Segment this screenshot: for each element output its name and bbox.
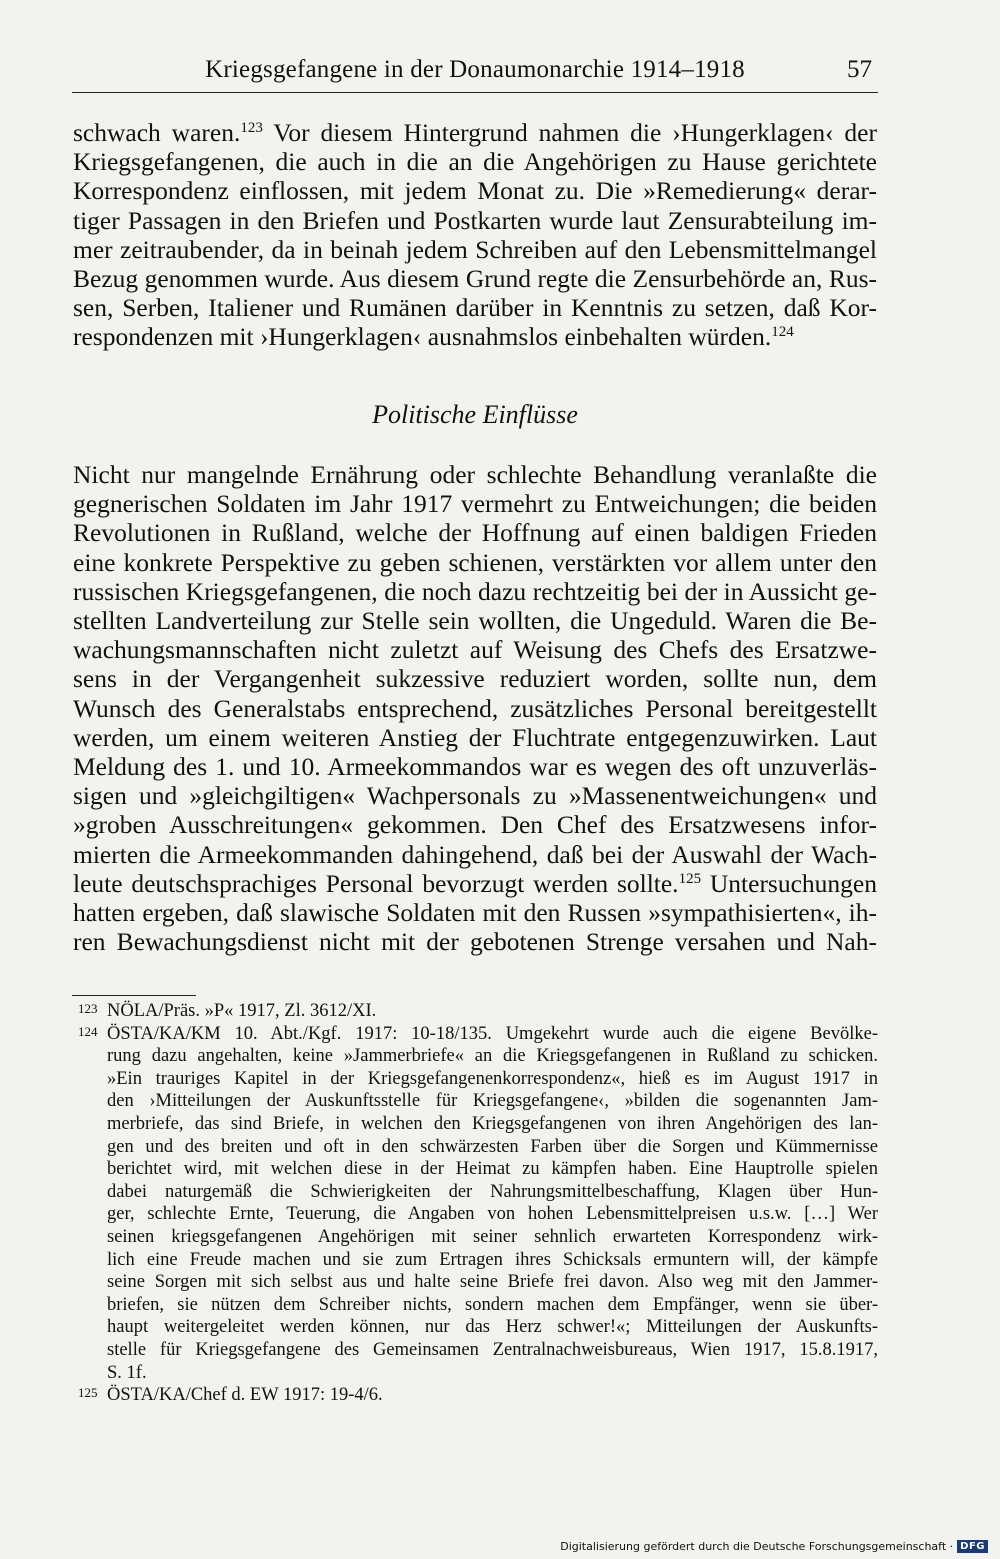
text-line: werden, um einem weiteren Anstieg der Fluchtrate entgegenzuwirken. Laut	[73, 722, 877, 752]
text-line: russischen Kriegsgefangenen, die noch dazu rechtzeitig bei der in Aussicht ge-	[73, 576, 877, 606]
text-line: tiger Passagen in den Briefen und Postkarten wurde laut Zensurabteilung im-	[73, 205, 877, 235]
text-line: hatten ergeben, daß slawische Soldaten mit den Russen »sympathisierten«, ih-	[73, 898, 877, 928]
footnote-line: ger, schlechte Ernte, Teuerung, die Angaben von hohen Lebensmittelpreisen u.s.w. […] Wer	[107, 1204, 878, 1225]
footnotes	[78, 1000, 878, 1407]
text-line: mierten die Armeekommanden dahingehend, daß bei der Auswahl der Wach-	[73, 839, 877, 869]
text-line: Bezug genommen wurde. Aus diesem Grund regte die Zensurbehörde an, Rus-	[73, 264, 877, 294]
text-line: leute deutschsprachiges Personal bevorzugt werden sollte.$^{125}$ Untersuchungen	[73, 868, 877, 898]
footnote-line: stelle für Kriegsgefangene des Gemeinsamen Zentralnachweisbureaus, Wien 1917, 15.8.1917,	[107, 1339, 878, 1360]
footnote-line: rung dazu angehalten, keine »Jammerbriefe« an die Kriegsgefangenen in Rußland zu schicken.	[107, 1046, 878, 1067]
footnote-line: briefen, sie nützen dem Schreiber nichts, sondern machen dem Empfänger, wenn sie über-	[107, 1294, 878, 1315]
footnote-line: merbriefe, das sind Briefe, in welchen den Kriegsgefangenen von ihren Angehörigen des lan-	[107, 1113, 878, 1134]
text-line: gegnerischen Soldaten im Jahr 1917 vermehrt zu Entweichungen; die beiden	[73, 489, 877, 519]
footnote-124	[78, 1023, 878, 1385]
dfg-logo-icon: DFG	[957, 1540, 988, 1553]
text-line: Meldung des 1. und 10. Armeekommandos war es wegen des oft unzuverläs-	[73, 752, 877, 782]
paragraph-2	[73, 460, 877, 956]
footnote-line: lich eine Freude machen und sie zum Ertragen ihres Schicksals ermuntern will, der kämpfe	[107, 1249, 878, 1270]
footnote-number: 125	[78, 1385, 98, 1401]
footnote-line: NÖLA/Präs. »P« 1917, Zl. 3612/XI.	[107, 1001, 377, 1021]
footnote-line: seinen kriegsgefangenen Angehörigen mit seiner sehnlich erwarteten Korrespondenz wirk-	[107, 1226, 878, 1247]
text-line: Nicht nur mangelnde Ernährung oder schlechte Behandlung veranlaßte die	[73, 460, 877, 489]
footnote-separator	[72, 995, 196, 996]
footnote-line: ÖSTA/KA/Chef d. EW 1917: 19-4/6.	[107, 1385, 383, 1406]
paragraph-1	[73, 118, 877, 352]
text-line: sigen und »gleichgiltigen« Wachpersonals zu »Massenentweichungen« und	[73, 781, 877, 811]
credit-text: Digitalisierung gefördert durch die Deutsche Forschungsgemeinschaft ·	[560, 1540, 954, 1553]
text-line: eine konkrete Perspektive zu geben schienen, verstärkten vor allem unter den	[73, 547, 877, 577]
running-header	[72, 50, 878, 93]
digitization-credit	[560, 1540, 988, 1553]
text-line: Wunsch des Generalstabs entsprechend, zusätzliches Personal bereitgestellt	[73, 693, 877, 723]
footnote-line: dabei naturgemäß die Schwierigkeiten der Nahrungsmittelbeschaffung, Klagen über Hun-	[107, 1181, 878, 1202]
text-line: schwach waren.$^{123}$ Vor diesem Hintergrund nahmen die ›Hungerklagen‹ der	[73, 118, 877, 147]
footnote-ref-125: 125	[678, 870, 702, 887]
footnote-ref-124: 124	[771, 324, 794, 341]
footnote-number: 124	[78, 1023, 98, 1039]
footnote-line: gen und des breiten und oft in den schwärzesten Farben über die Sorgen und Kümmernisse	[107, 1136, 878, 1157]
text-line: stellten Landverteilung zur Stelle sein wollten, die Ungeduld. Waren die Be-	[73, 606, 877, 636]
text-line: ren Bewachungsdienst nicht mit der gebotenen Strenge versahen und Nah-	[73, 927, 877, 957]
text-line: mer zeitraubender, da in beinah jedem Schreiben auf den Lebensmittelmangel	[73, 234, 877, 264]
footnote-125	[78, 1384, 878, 1407]
text-line: »groben Ausschreitungen« gekommen. Den Chef des Ersatzwesens infor-	[73, 810, 877, 840]
page-number: 57	[847, 56, 872, 83]
footnote-123	[78, 1000, 878, 1023]
footnote-line: ÖSTA/KA/KM 10. Abt./Kgf. 1917: 10-18/135. Umgekehrt wurde auch die eigene Bevölke-	[107, 1023, 878, 1044]
text-line: respondenzen mit ›Hungerklagen‹ ausnahmslos einbehalten würden.$^{124}$	[73, 322, 794, 352]
running-title: Kriegsgefangene in der Donaumonarchie 1914–1918	[205, 56, 745, 83]
footnote-line: »Ein trauriges Kapitel in der Kriegsgefangenenkorrespondenz«, hieß es im August 1917 in	[107, 1068, 878, 1089]
footnote-line: S. 1f.	[107, 1362, 147, 1383]
footnote-ref-123: 123	[240, 120, 263, 136]
section-heading: Politische Einflüsse	[372, 400, 578, 429]
text-line: Revolutionen in Rußland, welche der Hoffnung auf einen baldigen Frieden	[73, 518, 877, 548]
text-line: sens in der Vergangenheit sukzessive reduziert worden, sollte nun, dem	[73, 664, 877, 694]
footnote-line: haupt weitergeleitet werden können, nur das Herz schwer!«; Mitteilungen der Auskunfts-	[107, 1317, 878, 1338]
text-line: Kriegsgefangenen, die auch in die an die Angehörigen zu Hause gerichtete	[73, 147, 877, 177]
text-line: sen, Serben, Italiener und Rumänen darüber in Kenntnis zu setzen, daß Kor-	[73, 293, 877, 323]
footnote-line: den ›Mitteilungen der Auskunftsstelle für Kriegsgefangene‹, »bilden die sogenannten Jam-	[107, 1091, 878, 1112]
footnote-number: 123	[78, 1001, 98, 1016]
footnote-line: seine Sorgen mit sich selbst aus und halte seine Briefe frei davon. Also weg mit den Jammer-	[107, 1272, 878, 1293]
footnote-line: berichtet wird, mit welchen diese in der Heimat zu kämpfen haben. Eine Hauptrolle spielen	[107, 1159, 878, 1180]
text-line: Korrespondenz einflossen, mit jedem Monat zu. Die »Remedierung« derar-	[73, 176, 877, 206]
text-line: wachungsmannschaften nicht zuletzt auf Weisung des Chefs des Ersatzwe-	[73, 635, 877, 665]
